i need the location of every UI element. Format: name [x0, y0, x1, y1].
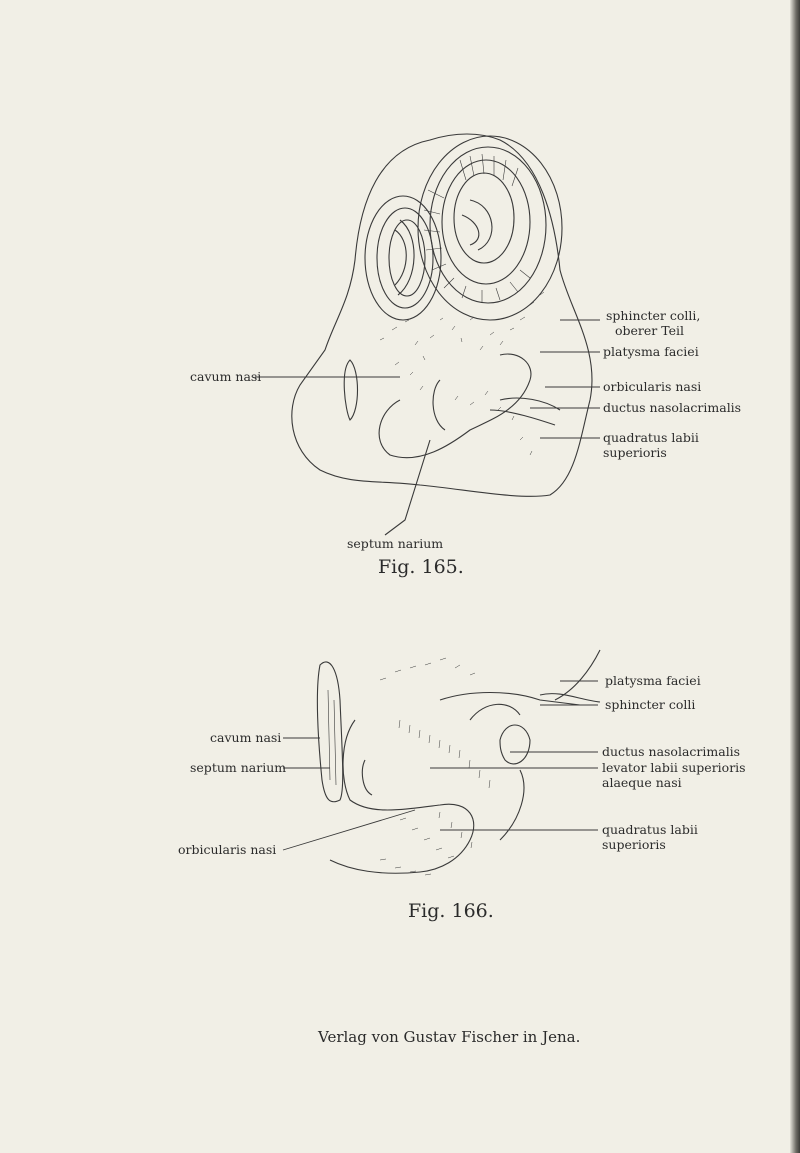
fig165-label-platysma-faciei: platysma faciei: [603, 344, 699, 359]
fig166-label-sphincter-colli: sphincter colli: [605, 697, 696, 712]
fig166-label-platysma-faciei: platysma faciei: [605, 673, 701, 688]
fig165-label-ductus-nasolacrimalis: ductus nasolacrimalis: [603, 400, 742, 415]
fig166-label-septum-narium: septum narium: [190, 760, 287, 775]
fig165-label-sphincter-colli-oberer: oberer Teil: [615, 323, 685, 338]
fig166-label-quadratus: quadratus labii: [602, 822, 698, 837]
fig165-label-quadratus-superioris: superioris: [603, 445, 667, 460]
fig166-label-levator-alaeque: alaeque nasi: [602, 775, 682, 790]
fig166-caption: Fig. 166.: [408, 900, 494, 922]
fig166-label-cavum-nasi: cavum nasi: [210, 730, 282, 745]
fig166-label-levator: levator labii superioris: [602, 760, 746, 775]
fig165-label-orbicularis-nasi: orbicularis nasi: [603, 379, 702, 394]
fig165-label-cavum-nasi: cavum nasi: [190, 369, 262, 384]
fig166-label-ductus-nasolacrimalis: ductus nasolacrimalis: [602, 744, 741, 759]
fig165-label-septum-narium: septum narium: [347, 536, 444, 551]
fig165-caption: Fig. 165.: [378, 556, 464, 578]
fig166-label-quadratus-superioris: superioris: [602, 837, 666, 852]
fig166-label-orbicularis-nasi: orbicularis nasi: [178, 842, 277, 857]
publisher-line: Verlag von Gustav Fischer in Jena.: [318, 1028, 581, 1046]
fig165-label-quadratus: quadratus labii: [603, 430, 699, 445]
fig165-label-sphincter-colli: sphincter colli,: [606, 308, 701, 323]
